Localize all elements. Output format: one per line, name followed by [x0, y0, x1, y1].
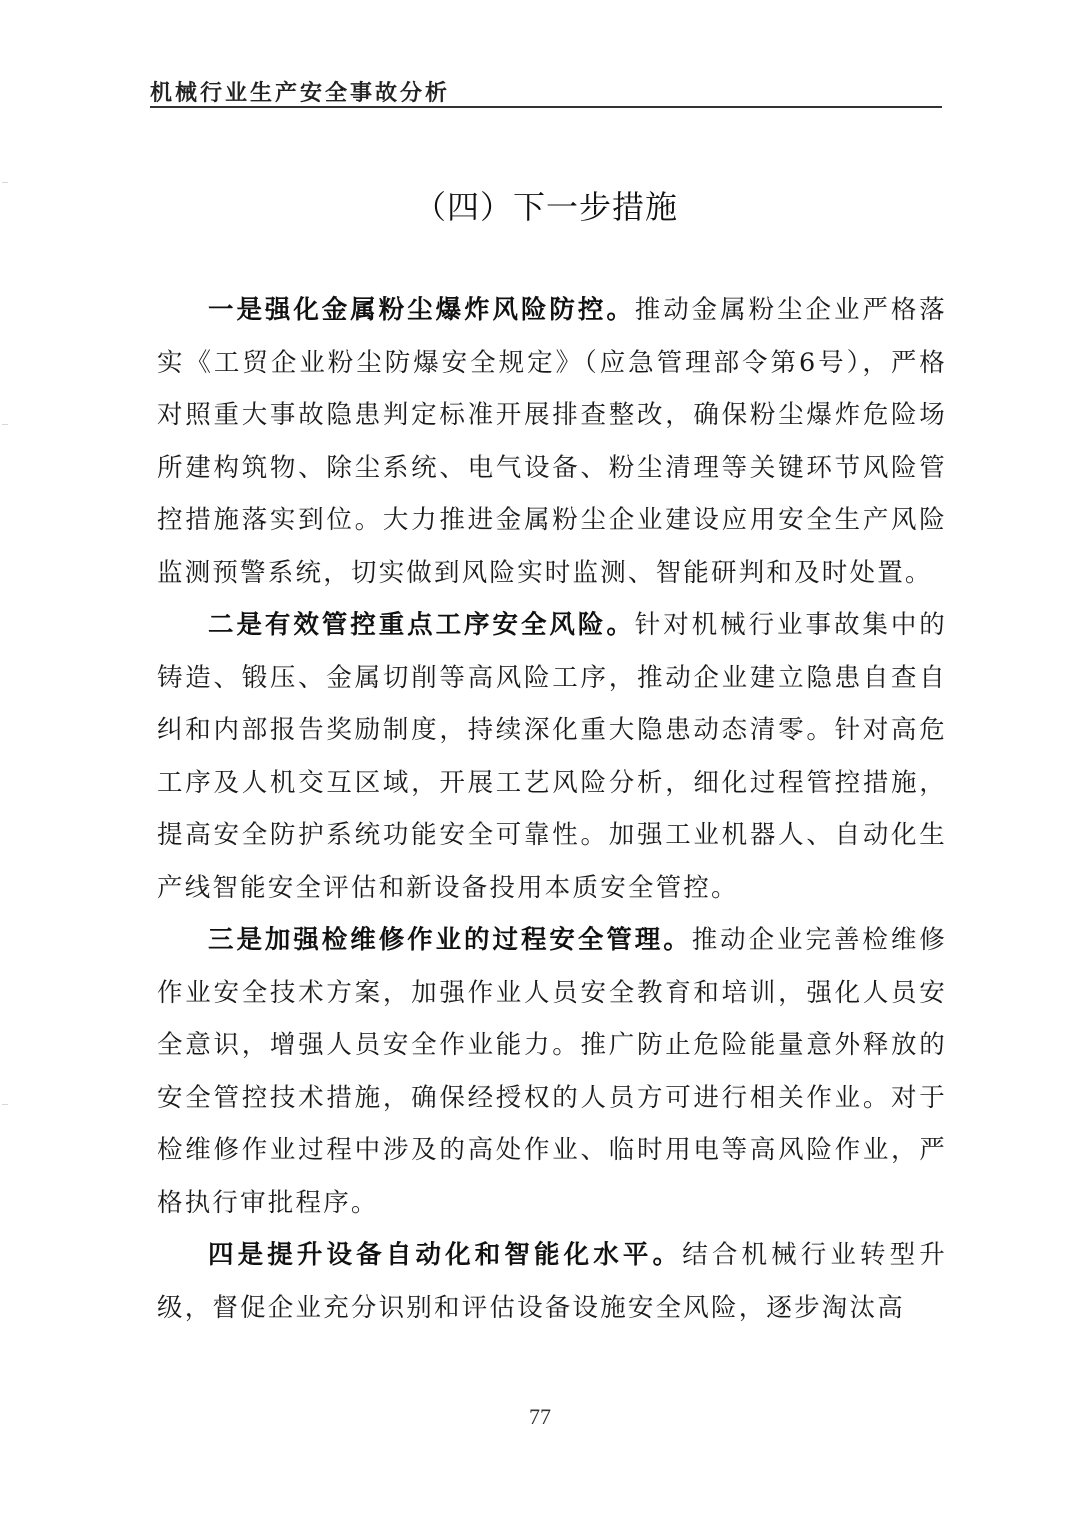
- paragraph-1-text: 推动金属粉尘企业严格落实《工贸企业粉尘防爆安全规定》（应急管理部令第6号），严格对照重大事故隐患判定标准开展排查整改，确保粉尘爆炸危险场所建构筑物、除尘系统、电气设备、粉尘清理等关键环节风险管控措施落实到位。大力推进金属粉尘企业建设应用安全生产风险监测预警系统，切实做到风险实时监测、智能研判和及时处置。: [157, 295, 947, 588]
- paragraph-2-lead: 二是有效管控重点工序安全风险。: [208, 610, 635, 640]
- running-header-title: 机械行业生产安全事故分析: [150, 81, 451, 106]
- paragraph-2-text: 针对机械行业事故集中的铸造、锻压、金属切削等高风险工序，推动企业建立隐患自查自纠和内部报告奖励制度，持续深化重大隐患动态清零。针对高危工序及人机交互区域，开展工艺风险分析，细化过程管控措施，提高安全防护系统功能安全可靠性。加强工业机器人、自动化生产线智能安全评估和新设备投用本质安全管控。: [157, 610, 947, 903]
- paragraph-4-text: 结合机械行业转型升级，督促企业充分识别和评估设备设施安全风险，逐步淘汰高: [157, 1240, 947, 1323]
- paragraph-4: [157, 1229, 947, 1334]
- paragraph-1-lead: 一是强化金属粉尘爆炸风险防控。: [208, 295, 635, 325]
- running-header: [150, 72, 942, 110]
- paragraph-3: [157, 914, 947, 1229]
- scan-mark: [2, 424, 8, 425]
- scan-mark: [2, 1104, 8, 1105]
- section-title: （四）下一步措施: [413, 188, 678, 226]
- page-number: 77: [529, 1404, 551, 1429]
- body-text: [157, 284, 947, 1334]
- paragraph-3-text: 推动企业完善检维修作业安全技术方案，加强作业人员安全教育和培训，强化人员安全意识，增强人员安全作业能力。推广防止危险能量意外释放的安全管控技术措施，确保经授权的人员方可进行相关作业。对于检维修作业过程中涉及的高处作业、临时用电等高风险作业，严格执行审批程序。: [157, 925, 947, 1218]
- paragraph-2: [157, 599, 947, 914]
- paragraph-1: [157, 284, 947, 599]
- scan-mark: [2, 182, 8, 183]
- paragraph-3-lead: 三是加强检维修作业的过程安全管理。: [208, 925, 692, 955]
- paragraph-4-lead: 四是提升设备自动化和智能化水平。: [208, 1240, 683, 1270]
- header-rule: [150, 106, 942, 108]
